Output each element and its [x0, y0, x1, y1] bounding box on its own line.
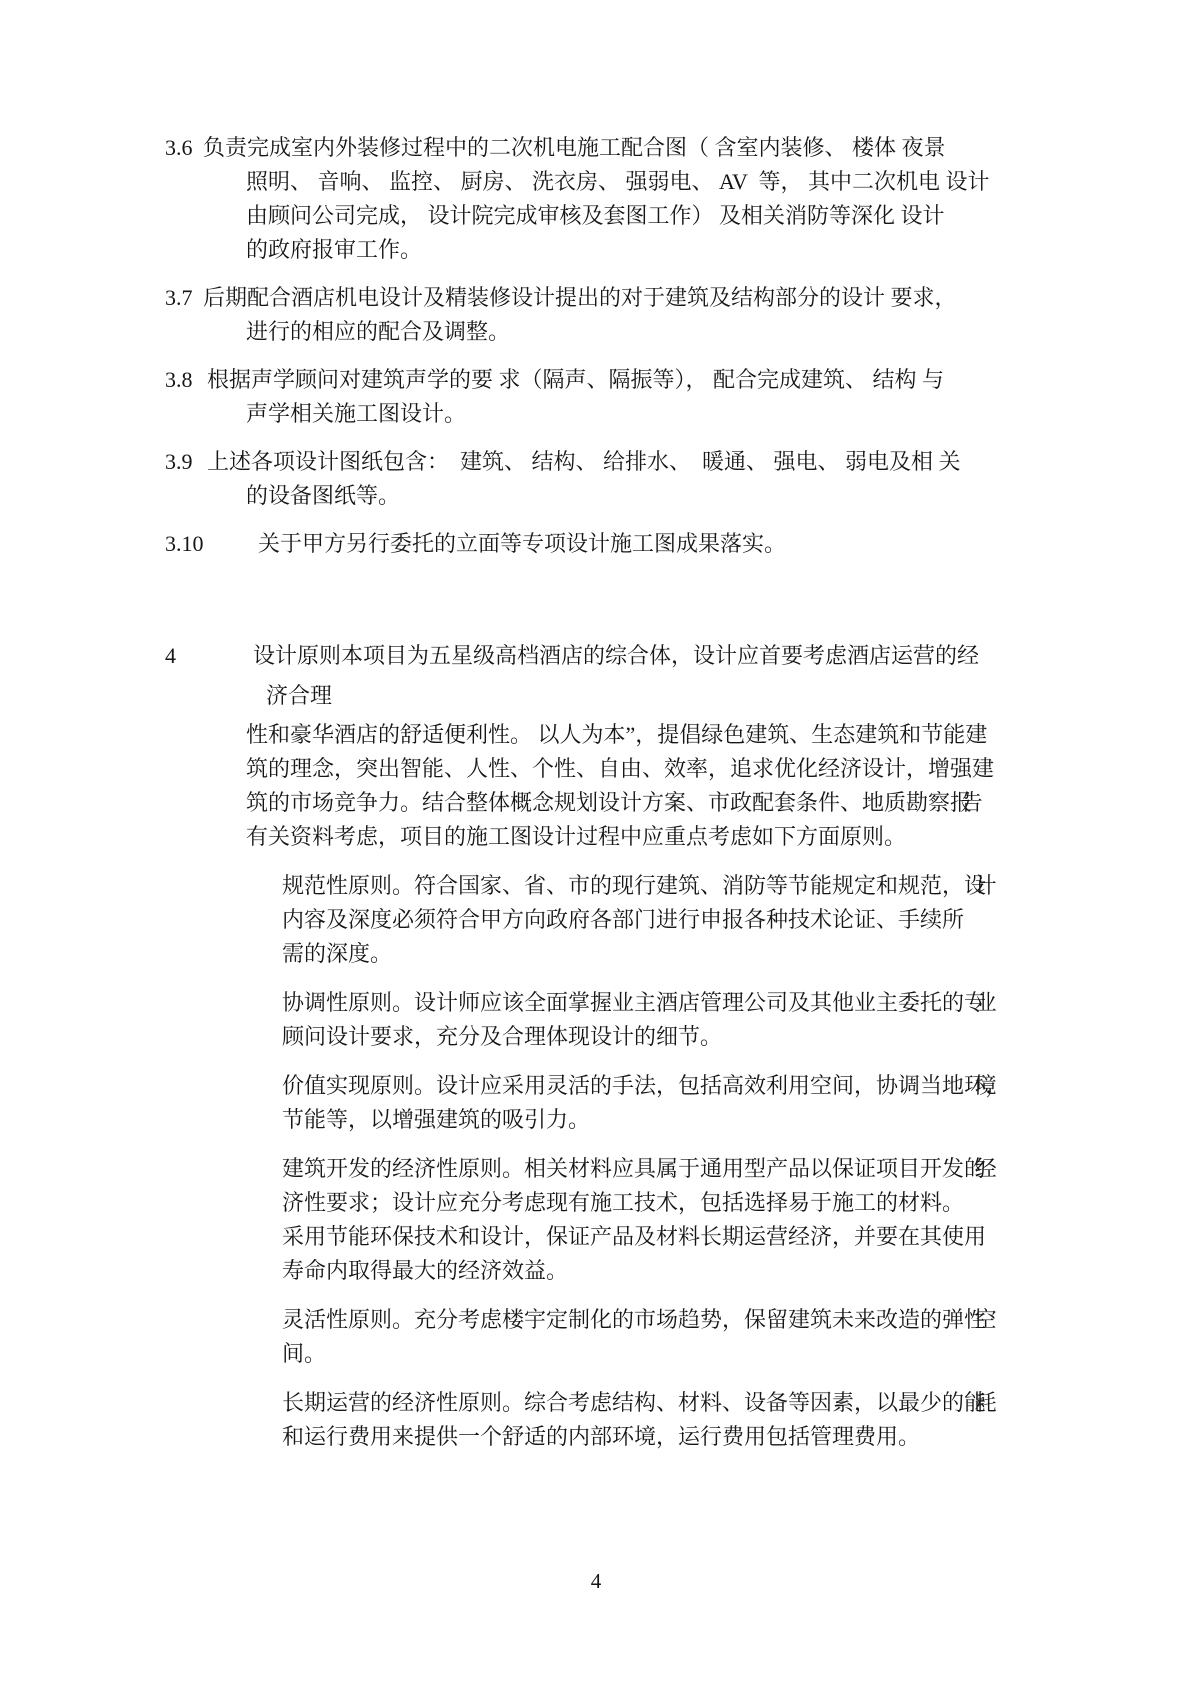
paragraph-line [0, 1152, 1192, 1186]
paragraph-line: 采用节能环保技术和设计，保证产品及材料长期运营经济，并要在其使用 [282, 1224, 987, 1249]
clause-line: 由顾问公司完成， 设计院完成审核及套图工作） 及相关消防等深化 设计 [246, 203, 945, 228]
paragraph-line [0, 786, 1192, 820]
paragraph-line [0, 1386, 1192, 1420]
clause-line: 的政府报审工作。 [246, 237, 423, 262]
line-text: 建筑开发的经济性原则。相关材料应具属于通用型产品以保证项目开发 [282, 1156, 965, 1181]
paragraph-line [0, 1303, 1192, 1337]
principle-operation-economy [0, 1386, 1192, 1454]
clause-3-7 [0, 281, 1192, 349]
squeezed-text: 环境 [964, 1073, 986, 1098]
squeezed-text: 能耗 [964, 1390, 986, 1415]
line-text: ， [985, 1073, 1008, 1098]
clause-number: 3.9 [165, 449, 193, 474]
squeezed-text: 设计 [964, 873, 986, 898]
clause-line: 负责完成室内外装修过程中的二次机电施工配合图（ 含室内装修、 楼体 夜景 [203, 135, 946, 160]
clause-3-9 [0, 445, 1192, 513]
clause-line: 关于甲方另行委托的立面等专项设计施工图成果落实。 [258, 531, 787, 556]
paragraph-line: 间。 [282, 1341, 327, 1366]
clause-line: 上述各项设计图纸包含： 建筑、 结构、 给排水、 暖通、 强电、 弱电及相 关 [207, 449, 961, 474]
paragraph-line: 寿命内取得最大的经济效益。 [282, 1258, 569, 1283]
paragraph-line: 节能等，以增强建筑的吸引力。 [282, 1107, 591, 1132]
line-text: 长期运营的经济性原则。综合考虑结构、材料、设备等因素，以最少的 [282, 1390, 965, 1415]
paragraph-line: 济性要求；设计应充分考虑现有施工技术，包括选择易于施工的材料。 [282, 1190, 965, 1215]
clause-line: 根据声学顾问对建筑声学的要 求（隔声、隔振等）， 配合完成建筑、 结构 与 [207, 367, 945, 392]
principle-value [0, 1069, 1192, 1137]
squeezed-text: 性空 [964, 1307, 986, 1332]
clause-3-8 [0, 363, 1192, 431]
clause-line: 的设备图纸等。 [246, 483, 401, 508]
paragraph-line: 性和豪华酒店的舒适便利性。 以人为本”，提倡绿色建筑、生态建筑和节能建 [246, 722, 988, 747]
principle-development-economy [0, 1152, 1192, 1288]
line-text: 灵活性原则。充分考虑楼宇定制化的市场趋势，保留建筑未来改造的弹 [282, 1307, 965, 1332]
intro-paragraph [0, 718, 1192, 854]
page-number-footer: 4 [590, 1569, 602, 1593]
clause-line: 声学相关施工图设计。 [246, 401, 467, 426]
paragraph-line: 内容及深度必须符合甲方向政府各部门进行申报各种技术论证、手续所 [282, 907, 965, 932]
clause-number: 3.7 [165, 285, 193, 310]
section-4 [0, 639, 1192, 1454]
clause-3-6 [0, 131, 1192, 267]
paragraph-line: 有关资料考虑，项目的施工图设计过程中应重点考虑如下方面原则。 [246, 824, 907, 849]
line-text: 规范性原则。符合国家、省、市的现行建筑、消防等节能规定和规范， [282, 873, 965, 898]
paragraph-line: 顾问设计要求，充分及合理体现设计的细节。 [282, 1024, 723, 1049]
clause-line: 后期配合酒店机电设计及精装修设计提出的对于建筑及结构部分的设计 要求， [203, 285, 957, 310]
paragraph-line [0, 869, 1192, 903]
clause-number: 3.8 [165, 367, 193, 392]
paragraph-line: 和运行费用来提供一个舒适的内部环境，运行费用包括管理费用。 [282, 1424, 921, 1449]
paragraph-line [0, 1069, 1192, 1103]
section-number: 4 [165, 643, 176, 668]
clause-3-10 [0, 527, 1192, 561]
principle-standards [0, 869, 1192, 971]
line-text: 筑的市场竞争力。结合整体概念规划设计方案、市政配套条件、地质勘察 [246, 790, 951, 815]
hanging-line: 济合理 [266, 683, 333, 708]
squeezed-text: 报告 [950, 790, 972, 815]
principle-coordination [0, 986, 1192, 1054]
paragraph-line [0, 986, 1192, 1020]
paragraph-line: 需的深度。 [282, 941, 393, 966]
clause-number: 3.10 [165, 531, 204, 556]
clause-line: 进行的相应的配合及调整。 [246, 319, 511, 344]
squeezed-text: 的经 [964, 1156, 986, 1181]
clause-line: 照明、 音响、 监控、 厨房、 洗衣房、 强弱电、 AV 等， 其中二次机电 设计 [246, 169, 990, 194]
line-text: 协调性原则。设计师应该全面掌握业主酒店管理公司及其他业主委托的 [282, 990, 965, 1015]
principle-flexibility [0, 1303, 1192, 1371]
clause-number: 3.6 [165, 135, 193, 160]
line-text: 价值实现原则。设计应采用灵活的手法，包括高效利用空间，协调当地 [282, 1073, 965, 1098]
squeezed-text: 专业 [964, 990, 986, 1015]
section-heading-line: 设计原则本项目为五星级高档酒店的综合体，设计应首要考虑酒店运营的经 [253, 643, 980, 668]
paragraph-line: 筑的理念，突出智能、人性、个性、自由、效率，追求优化经济设计，增强建 [246, 756, 995, 781]
